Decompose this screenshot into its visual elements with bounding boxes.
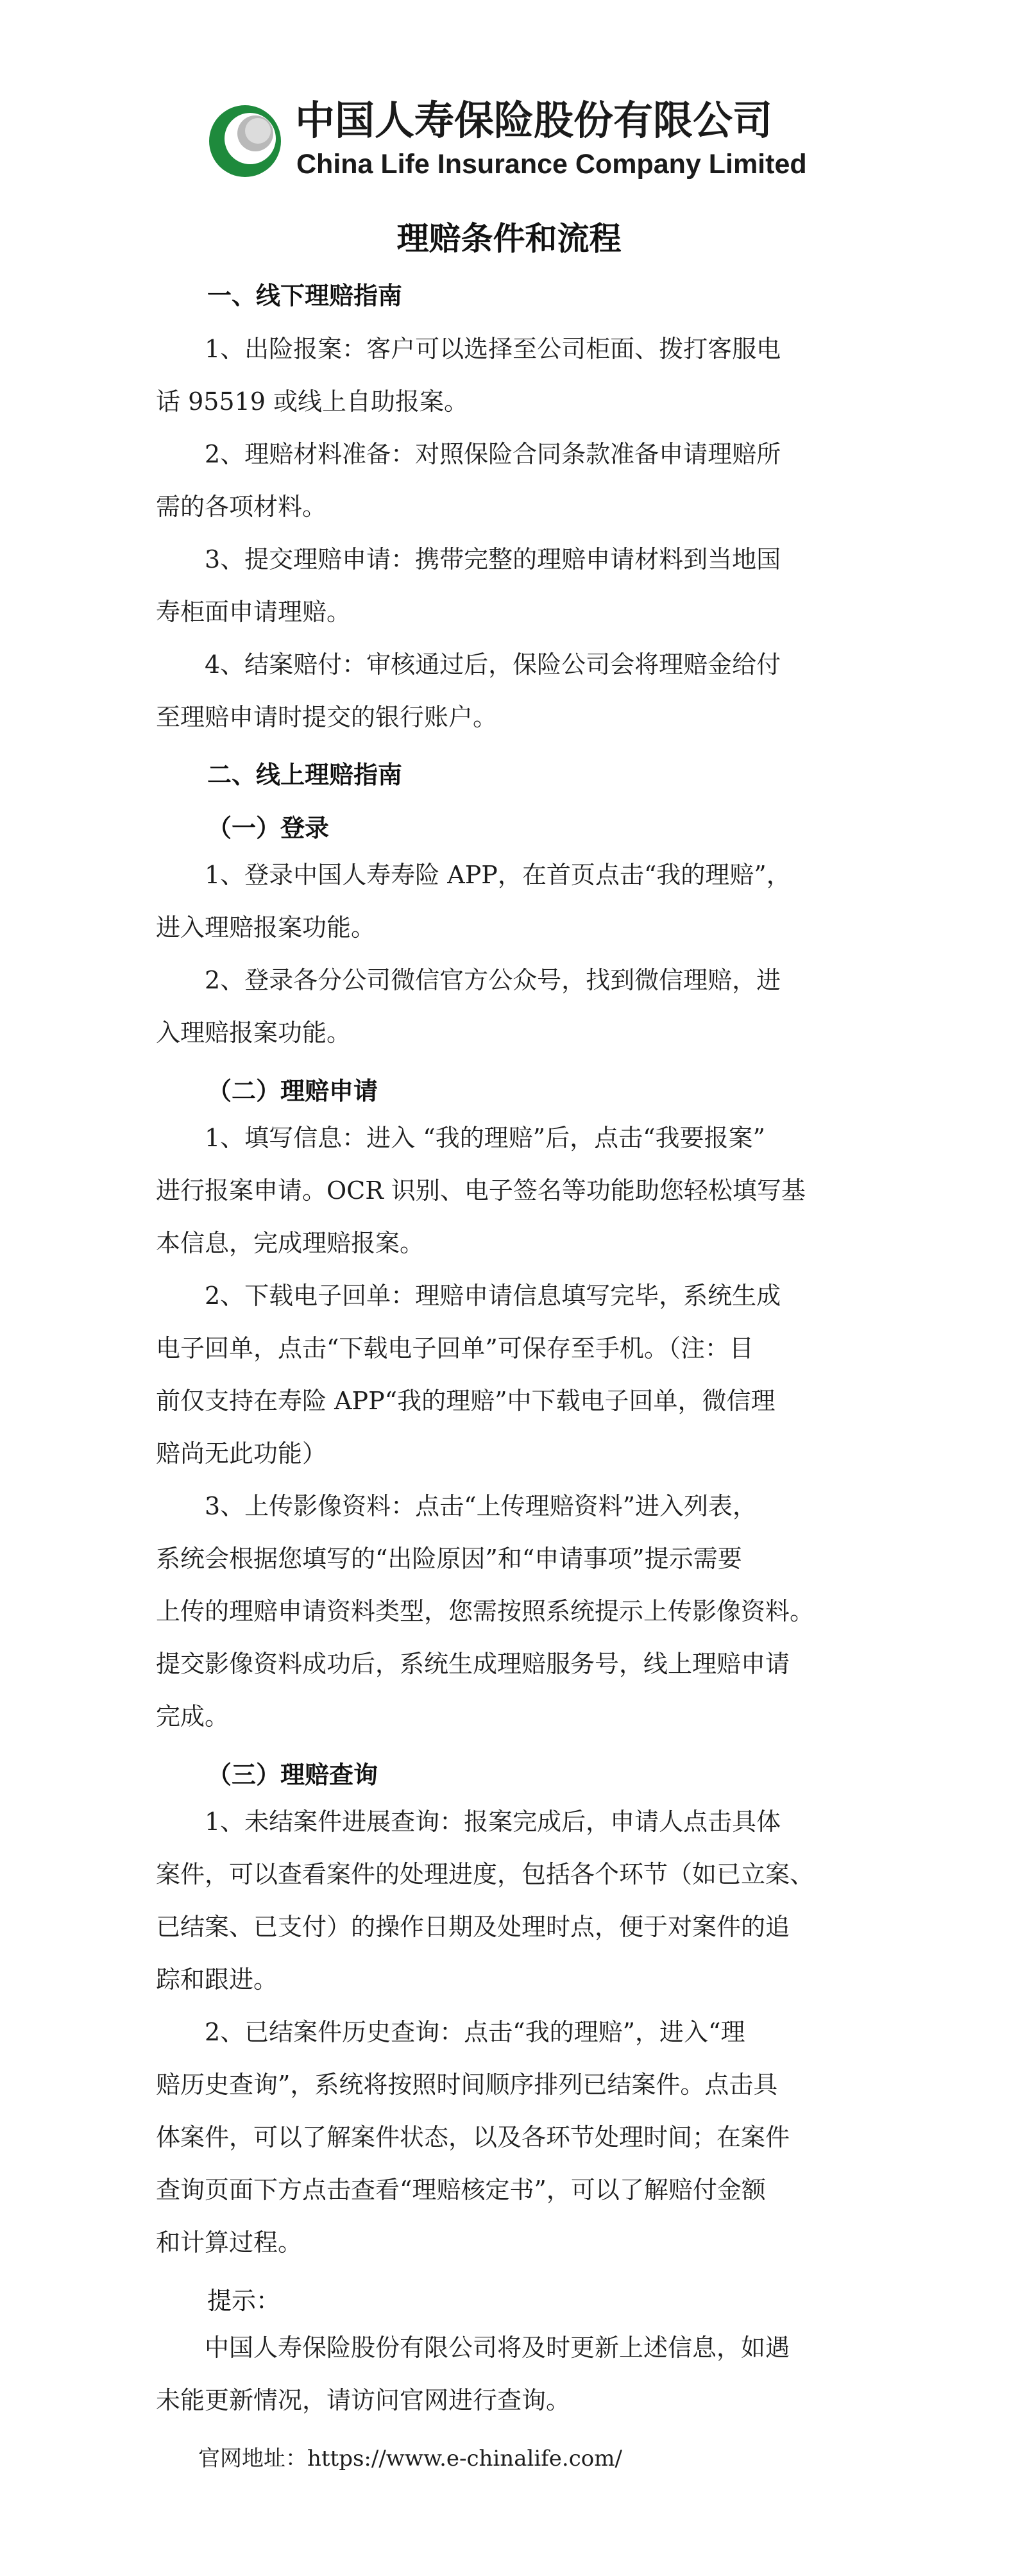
text-line: 赔尚无此功能） bbox=[156, 1439, 327, 1468]
company-logo bbox=[207, 94, 810, 183]
section-heading-offline: 一、线下理赔指南 bbox=[207, 282, 403, 310]
website-link[interactable]: 官网地址：https://www.e-chinalife.com/ bbox=[198, 2446, 622, 2471]
text-line: 2、理赔材料准备：对照保险合同条款准备申请理赔所 bbox=[205, 440, 781, 468]
text-line: 未能更新情况，请访问官网进行查询。 bbox=[156, 2386, 571, 2414]
tip-heading: 提示： bbox=[207, 2287, 281, 2315]
login-step-1 bbox=[156, 849, 861, 954]
text-line: 1、填写信息：进入 “我的理赔”后，点击“我要报案” bbox=[205, 1124, 765, 1152]
text-line: 系统会根据您填写的“出险原因”和“申请事项”提示需要 bbox=[156, 1545, 742, 1573]
query-step-2 bbox=[156, 2006, 861, 2269]
subheading-apply: （二）理赔申请 bbox=[207, 1077, 378, 1105]
subheading-query: （三）理赔查询 bbox=[207, 1761, 378, 1789]
text-line: 至理赔申请时提交的银行账户。 bbox=[156, 703, 498, 731]
offline-step-3 bbox=[156, 533, 861, 638]
offline-step-2 bbox=[156, 428, 861, 533]
text-line: 电子回单，点击“下载电子回单”可保存至手机。（注：目 bbox=[156, 1334, 754, 1362]
text-line: 1、未结案件进展查询：报案完成后，申请人点击具体 bbox=[205, 1808, 781, 1836]
text-line: 3、提交理赔申请：携带完整的理赔申请材料到当地国 bbox=[205, 545, 781, 573]
logo-chinese-name: 中国人寿保险股份有限公司 bbox=[295, 97, 773, 144]
page-title: 理赔条件和流程 bbox=[396, 220, 622, 257]
text-line: 话 95519 或线上自助报案。 bbox=[156, 387, 469, 416]
text-line: 寿柜面申请理赔。 bbox=[156, 598, 352, 626]
offline-step-4 bbox=[156, 638, 861, 743]
text-line: 案件，可以查看案件的处理进度，包括各个环节（如已立案、 bbox=[156, 1860, 815, 1888]
text-line: 4、结案赔付：审核通过后，保险公司会将理赔金给付 bbox=[205, 650, 781, 679]
text-line: 提交影像资料成功后，系统生成理赔服务号，线上理赔申请 bbox=[156, 1650, 790, 1678]
apply-step-3 bbox=[156, 1480, 861, 1743]
text-line: 2、下载电子回单：理赔申请信息填写完毕，系统生成 bbox=[205, 1282, 781, 1310]
text-line: 2、登录各分公司微信官方公众号，找到微信理赔，进 bbox=[205, 966, 781, 994]
text-line: 需的各项材料。 bbox=[156, 493, 327, 521]
apply-step-2 bbox=[156, 1269, 861, 1480]
section-heading-online: 二、线上理赔指南 bbox=[207, 761, 403, 789]
text-line: 进行报案申请。OCR 识别、电子签名等功能助您轻松填写基 bbox=[156, 1176, 806, 1205]
subheading-login: （一）登录 bbox=[207, 814, 330, 842]
text-line: 赔历史查询”，系统将按照时间顺序排列已结案件。点击具 bbox=[156, 2071, 778, 2099]
text-line: 踪和跟进。 bbox=[156, 1965, 278, 1994]
login-step-2 bbox=[156, 954, 861, 1059]
query-step-1 bbox=[156, 1795, 861, 2006]
tip-text bbox=[156, 2321, 861, 2427]
text-line: 完成。 bbox=[156, 1702, 230, 1731]
offline-step-1 bbox=[156, 323, 861, 428]
text-line: 2、已结案件历史查询：点击“我的理赔”，进入“理 bbox=[205, 2018, 745, 2046]
text-line: 上传的理赔申请资料类型，您需按照系统提示上传影像资料。 bbox=[156, 1597, 815, 1625]
apply-step-1 bbox=[156, 1112, 861, 1269]
text-line: 已结案、已支付）的操作日期及处理时点，便于对案件的追 bbox=[156, 1913, 790, 1941]
text-line: 中国人寿保险股份有限公司将及时更新上述信息，如遇 bbox=[205, 2334, 790, 2362]
text-line: 3、上传影像资料：点击“上传理赔资料”进入列表， bbox=[205, 1492, 758, 1520]
china-life-logo-icon bbox=[207, 103, 284, 180]
text-line: 本信息，完成理赔报案。 bbox=[156, 1229, 425, 1257]
text-line: 和计算过程。 bbox=[156, 2228, 303, 2257]
text-line: 查询页面下方点击查看“理赔核定书”，可以了解赔付金额 bbox=[156, 2176, 766, 2204]
text-line: 1、登录中国人寿寿险 APP，在首页点击“我的理赔”， bbox=[205, 861, 791, 889]
text-line: 1、出险报案：客户可以选择至公司柜面、拨打客服电 bbox=[205, 335, 781, 363]
text-line: 进入理赔报案功能。 bbox=[156, 913, 376, 942]
logo-english-name: China Life Insurance Company Limited bbox=[296, 149, 807, 180]
text-line: 入理赔报案功能。 bbox=[156, 1019, 352, 1047]
text-line: 体案件，可以了解案件状态，以及各环节处理时间；在案件 bbox=[156, 2123, 790, 2151]
text-line: 前仅支持在寿险 APP“我的理赔”中下载电子回单，微信理 bbox=[156, 1387, 776, 1415]
